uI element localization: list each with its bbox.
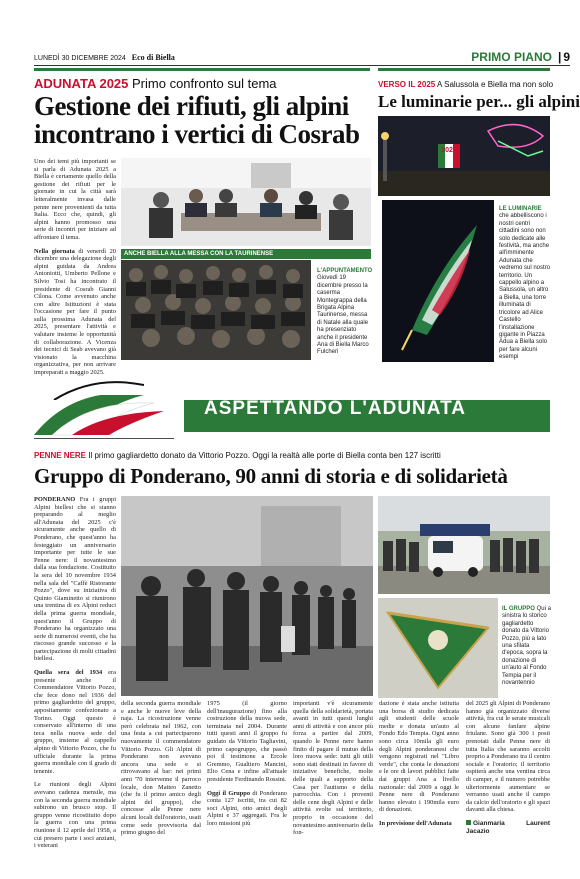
section-header: PRIMO PIANO | 9 (471, 50, 570, 64)
luminarie-night-photo (378, 116, 550, 196)
mass-crowd-photo (121, 260, 311, 360)
luminarie-feather-photo (382, 200, 494, 362)
article3-col5: dazione è stata anche istituita una borsa di studio dedicata agli studenti delle scuole medie e donata un'auto al Fondo Edo Tempia. Ogni anno sono circa 10mila gli euro degli Alpini ponderanesi che vengono registrati nel "Libro verde", che conta le donazioni e le ore di lavori pubblici fatte dai gruppi Ana a livello nazionale: dal 2009 a oggi le Penne nere di Ponderano hanno elevato i 190mila euro di donazioni. In previsione dell'Adunata (379, 700, 459, 827)
photo2-caption: ANCHE BIELLA ALLA MESSA CON LA TAURINENSE (121, 249, 371, 259)
article3-col1: PONDERANO Fra i gruppi Alpini biellesi che si stanno preparando al meglio all'Adunata del 2025 c'è sicuramente anche quello di Ponderano, che quest'anno ha festeggiato un anniversario importante per tutte le sue Penne nere: il novantesimo dalla sua fondazione. Costituito la sera del 10 novembre 1934 nella sala del "Caffè Ristorante Pozzo", dove su iniziativa di Quinto Giaminetto si riunirono una trentina di ex Alpini reduci della prima guerra mondiale, quest'anno il Gruppo di Ponderano ha organizzato una serie di numerosi eventi, che ha riscosso grande successo e la partecipazione di molti cittadini biellesi. Quella sera del 1934 era presente anche il Commendatore Vittorio Pozzo, che fece dono nel 1936 del primo gagliardetto del gruppo, appositamente confezionato a Torino. Oggi questo è conservato all'interno di una teca nella nuova sede del gruppo, insieme al cappello alpino di Vittorio Pozzo, che fu ufficiale durante la prima guerra mondiale con il grado di tenente. Le riunioni degli Alpini avevano cadenza mensile, ma con la seconda guerra mondiale subirono un brusco stop. Il gruppo venne ricostituito dopo la guerra con una prima riunione il 12 aprile del 1958, a cui presero parte i soci anziani, i veterani (34, 496, 116, 850)
gruppo-caption: IL GRUPPO Qui a sinistra lo storico gagliardetto donato da Vittorio Pozzo, più a lato una sfilata d'epoca, sopra la donazione di un'auto al Fondo Tempia per il novantennio (502, 606, 551, 687)
feather-emblem (34, 380, 144, 400)
luminarie-caption: LE LUMINARIE che abbelliscono i nostri centri cittadini sono non solo dedicate alle festività, ma anche all'imminente Adunata che vedremo sul nostro territorio. Un cappello alpino a Salussola, un altro a Biella, una torre illuminata di tricolore ad Alice Castello l'installazione gigante in Piazza Adua a Biella solo per fare alcuni esempi (499, 206, 551, 361)
article2-kicker: VERSO IL 2025 A Salussola e Biella ma non solo (378, 80, 554, 89)
article3-col2: della seconda guerra mondiale e anche le nuove leve della naja. La ricostruzione venne però celebrata nel 1962, con una festa a cui parteciparono nuovamente il commendatore Vittorio Pozzo. Gli Alpini di Ponderano non avevano ancora una sede e si ritrovavano al bar: nei primi anni '70 intervenne il parroco locale, don Matteo Zanetto (che fu il primo amico degli alpini del gruppo), che concesse alle Penne nere alcuni locali dell'oratorio, usati come sede provvisoria dal primo giugno del (121, 700, 201, 837)
luminarie-sign: 2025 (441, 147, 457, 154)
mass-side-caption: L'APPUNTAMENTO Giovedì 19 dicembre presso la caserma Montegrappa della Brigata Alpina Taurinense, messa di Natale alla quale ha presenziato anche il presidente Ana di Biella Marco Fulcheri (317, 268, 373, 356)
article2-headline: Le luminarie per... gli alpini (378, 92, 580, 111)
article1-kicker: ADUNATA 2025 Primo confronto sul tema (34, 76, 277, 91)
article3-col4: importanti v'è sicuramente quella della solidarietà, portata avanti in tutti questi lunghi anni di attività e con ancor più forza a partire dal 2009, quando le Penne nere hanno finito di pagare il mutuo della loro nuova sede: tutti gli utili sono stati destinati in favore di iniziative benefiche, molte delle quali a supporto della Casa per l'autismo e della parrocchia. Con i proventi delle cene degli Alpini e delle attività svolte sul territorio, proprio in occasione del novantesimo anniversario della fon- (293, 700, 373, 837)
car-donation-photo (378, 496, 550, 594)
historic-parade-photo (121, 496, 373, 696)
green-rule-right (378, 68, 550, 71)
page-number: 9 (563, 50, 570, 64)
green-rule-left (34, 68, 370, 71)
article1-body: Uno dei temi più importanti se si parla di Adunata 2025 a Biella è certamente quello della gestione dei rifiuti per le giornate in cui la città sarà letteralmente invasa dalle penne nere provenienti da tutta Italia. Ecco che, quindi, gli alpini hanno promosso una serie di incontri per iniziare ad affrontare il tema. Nella giornata di venerdì 20 dicembre una delegazione degli alpini guidata da Andrea Antoniotti, Umberto Pellone e Silvio Tosi ha incontrato il presidente di Cosrab Gianni Cilona. Come avvenuto anche con altre Istituzioni è stata l'occasione per fare il punto sulla prossima Adunata del 2025, presentare l'attività e valutare insieme le opportunità di collaborazione. A Vicenza dei tecnici di Seab avevano già visionato la macchina organizzativa, per non arrivare impreparati a maggio 2025. (34, 158, 116, 377)
paper-name: Eco di Biella (131, 53, 175, 62)
header-rule (34, 65, 570, 66)
article1-headline: Gestione dei rifiuti, gli alpini incontrano i vertici di Cosrab (34, 91, 360, 149)
article3-kicker: PENNE NERE Il primo gagliardetto donato da Vittorio Pozzo. Oggi la realtà alle porte di Biella conta ben 127 iscritti (34, 451, 441, 460)
banner-title: ASPETTANDO L'ADUNATA (204, 398, 466, 419)
section-name: PRIMO PIANO (471, 50, 552, 64)
gagliardetto-photo (378, 598, 498, 698)
meeting-photo (121, 158, 371, 246)
page-date: LUNEDÌ 30 DICEMBRE 2024 Eco di Biella (34, 53, 175, 62)
article3-headline: Gruppo di Ponderano, 90 anni di storia e di solidarietà (34, 464, 508, 488)
signature-square-icon (466, 820, 471, 825)
article3-col3: 1975 (il giorno dell'inaugurazione) fino alla costruzione della nuova sede, terminata nel 2004. Durante tutti questi anni il gruppo fu guidato da Vittorio Tagliavini, primo capogruppo, che passò poi il testimone a Ercole Gremmo, Gualtiero Mancini, Elio Cena e infine all'attuale presidente Ferdinando Rossini. Oggi il Gruppo di Ponderano conta 127 iscritti, tra cui 82 soci Alpini, otto amici degli Alpini e 37 aggregati. Fra le loro missioni più (207, 700, 287, 827)
signature: Gianmaria Laurent Jacazio (466, 819, 550, 835)
article3-col6: del 2025 gli Alpini di Ponderano hanno già organizzato diverse attività, fra cui le serate musicali con alcune fanfare alpine friulane. Sono già 300 i posti prenotati dalle Penne nere di tutta Italia che saranno accolti proprio a Ponderano tra il centro sociale e l'oratorio; il territorio ospiterà anche una ventina circa di camper, e il numero potrebbe ulteriormente aumentare se verranno usati anche il campo da calcio dell'oratorio e gli spazi davanti alla chiesa. Gianmaria Laurent Jacazio (466, 700, 550, 835)
